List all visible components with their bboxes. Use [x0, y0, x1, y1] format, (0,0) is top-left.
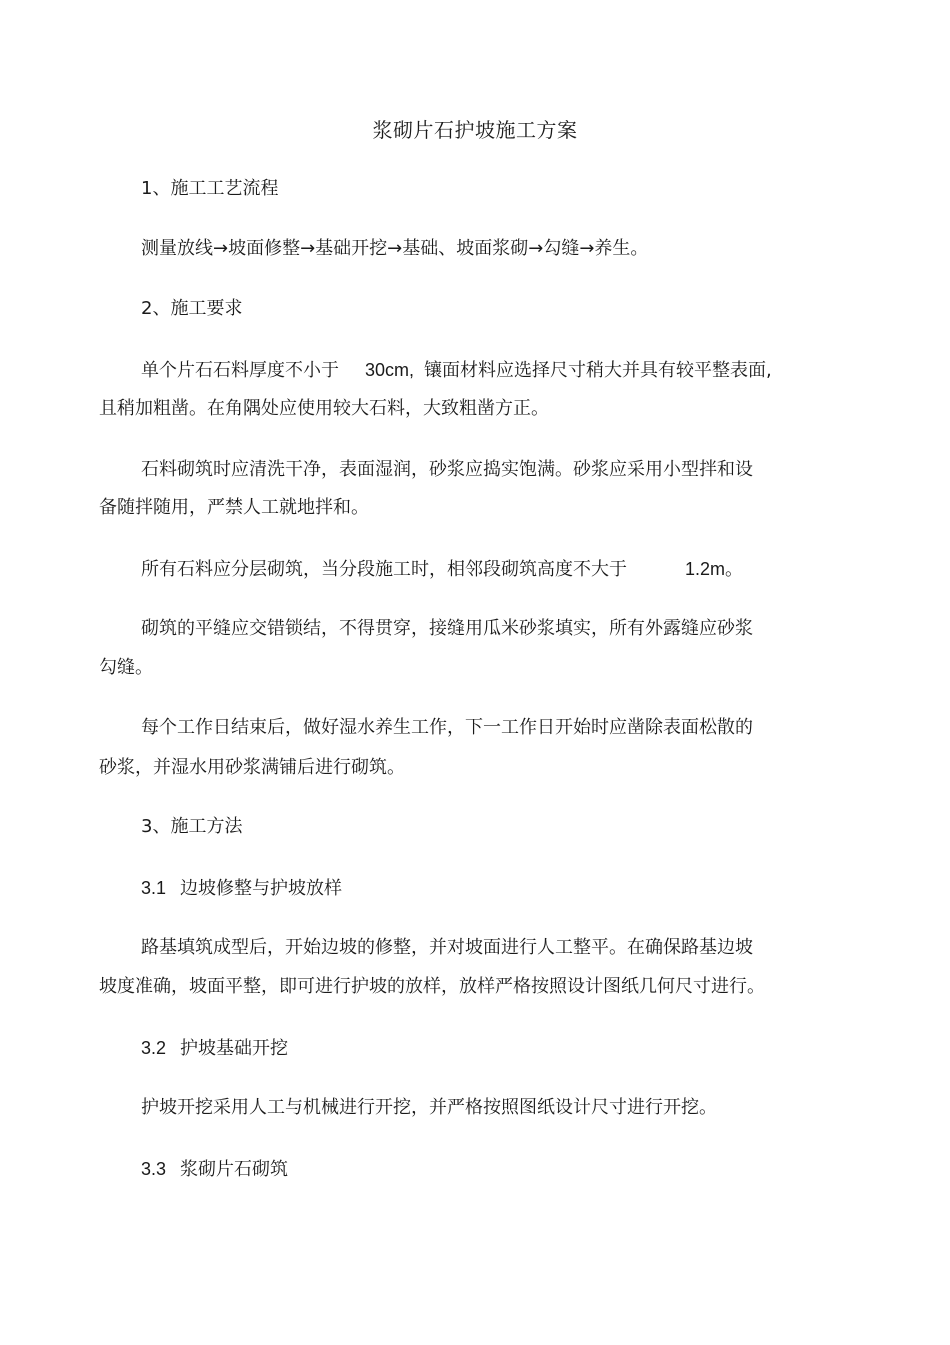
paragraph-3-line-1 — [141, 557, 743, 582]
paragraph-5-line-2: 砂浆，并湿水用砂浆满铺后进行砌筑。 — [99, 757, 405, 778]
paragraph-1-line-2: 且稍加粗凿。在角隅处应使用较大石料，大致粗凿方正。 — [99, 398, 549, 419]
paragraph-7-line-1: 护坡开挖采用人工与机械进行开挖，并严格按照图纸设计尺寸进行开挖。 — [141, 1097, 717, 1118]
paragraph-2-line-2: 备随拌随用，严禁人工就地拌和。 — [99, 497, 369, 518]
subsection-3-1-title: 边坡修整与护坡放样 — [180, 878, 343, 899]
paragraph-1-number: 30cm, — [365, 360, 415, 380]
paragraph-6-line-1: 路基填筑成型后，开始边坡的修整，并对坡面进行人工整平。在确保路基边坡 — [141, 937, 753, 958]
section-1-body: 测量放线→坡面修整→基础开挖→基础、坡面浆砌→勾缝→养生。 — [141, 238, 649, 259]
subsection-3-2-title: 护坡基础开挖 — [180, 1038, 289, 1059]
subsection-3-3-heading — [141, 1157, 288, 1182]
paragraph-3-text-a: 所有石料应分层砌筑，当分段施工时，相邻段砌筑高度不大于 — [141, 559, 627, 580]
paragraph-2-line-1: 石料砌筑时应清洗干净，表面湿润，砂浆应捣实饱满。砂浆应采用小型拌和设 — [141, 459, 753, 480]
section-2-heading: 2、施工要求 — [141, 298, 243, 319]
paragraph-1-line-1 — [141, 358, 772, 383]
paragraph-4-line-1: 砌筑的平缝应交错锁结，不得贯穿，接缝用瓜米砂浆填实，所有外露缝应砂浆 — [141, 618, 753, 639]
paragraph-6-line-2: 坡度准确，坡面平整，即可进行护坡的放样，放样严格按照设计图纸几何尺寸进行。 — [99, 976, 765, 997]
subsection-3-3-number: 3.3 — [141, 1159, 167, 1179]
paragraph-1-text-a: 单个片石石料厚度不小于 — [141, 360, 339, 381]
subsection-3-3-title: 浆砌片石砌筑 — [180, 1159, 289, 1180]
paragraph-4-line-2: 勾缝。 — [99, 657, 153, 678]
subsection-3-1-number: 3.1 — [141, 878, 167, 898]
document-title: 浆砌片石护坡施工方案 — [372, 118, 578, 142]
paragraph-3-number: 1.2m。 — [685, 559, 744, 579]
subsection-3-1-heading — [141, 876, 342, 901]
paragraph-5-line-1: 每个工作日结束后，做好湿水养生工作，下一工作日开始时应凿除表面松散的 — [141, 717, 753, 738]
paragraph-1-text-b: 镶面材料应选择尺寸稍大并具有较平整表面, — [424, 360, 772, 381]
subsection-3-2-number: 3.2 — [141, 1038, 167, 1058]
section-1-heading: 1、施工工艺流程 — [141, 178, 279, 199]
subsection-3-2-heading — [141, 1036, 288, 1061]
section-3-heading: 3、施工方法 — [141, 816, 243, 837]
